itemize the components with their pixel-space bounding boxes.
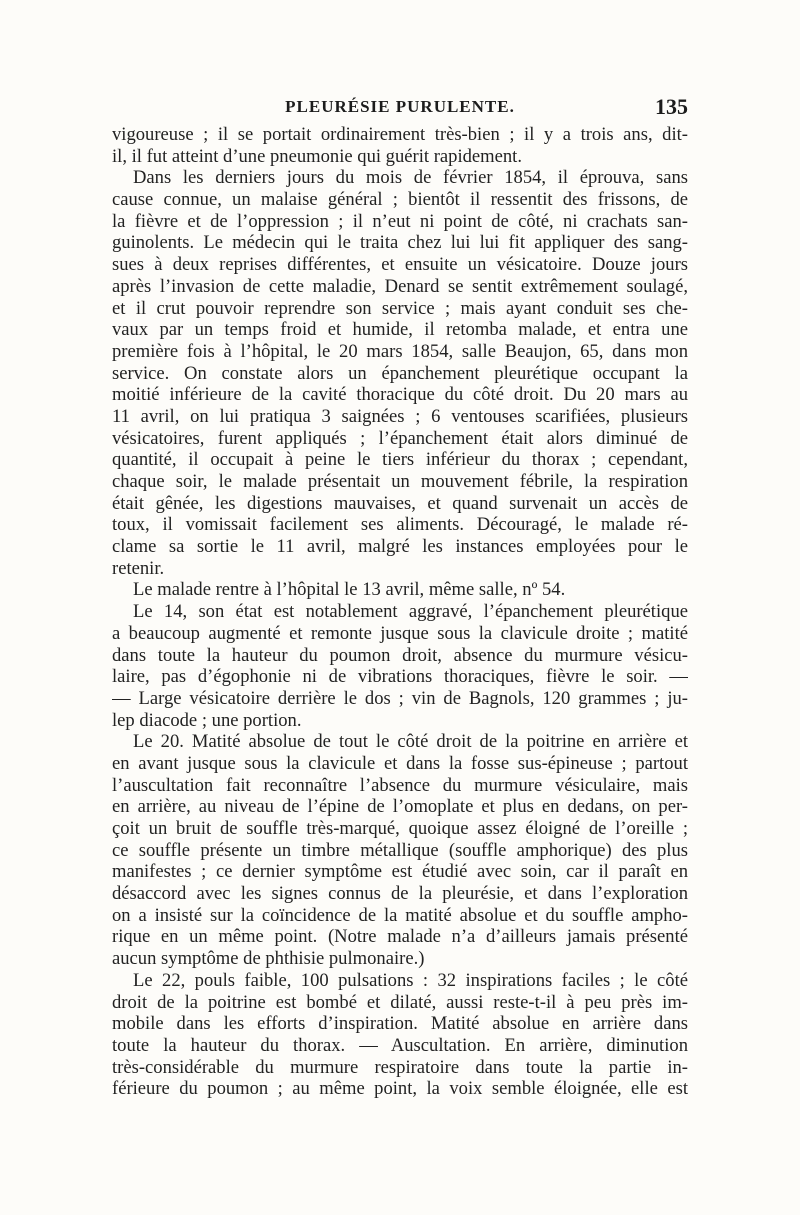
text-line: toute la hauteur du thorax. — Auscultation. En arrière, diminution (112, 1034, 688, 1056)
text-line: — Large vésicatoire derrière le dos ; vin de Bagnols, 120 grammes ; ju- (112, 687, 688, 709)
text-line: Le 14, son état est notablement aggravé, l’épanchement pleurétique (133, 601, 688, 623)
text-line: droit de la poitrine est bombé et dilaté, aussi reste-t-il à peu près im- (112, 991, 688, 1013)
page-header (112, 94, 688, 125)
text-line: l’auscultation fait reconnaître l’absence du murmure vésiculaire, mais (112, 774, 688, 796)
text-line: et il crut pouvoir reprendre son service ; mais ayant conduit ses che- (112, 297, 688, 319)
page-number: 135 (655, 94, 688, 119)
text-line: cause connue, un malaise général ; bientôt il ressentit des frissons, de (112, 189, 688, 211)
text-line: vaux par un temps froid et humide, il retomba malade, et entra une (112, 319, 688, 341)
text-line: en arrière, au niveau de l’épine de l’omoplate et plus en dedans, on per- (112, 796, 688, 818)
text-line: première fois à l’hôpital, le 20 mars 1854, salle Beaujon, 65, dans mon (112, 340, 688, 362)
text-line: très-considérable du murmure respiratoire dans toute la partie in- (112, 1056, 688, 1078)
text-line: toux, il vomissait facilement ses aliments. Découragé, le malade ré- (112, 514, 688, 536)
text-line: a beaucoup augmenté et remonte jusque sous la clavicule droite ; matité (112, 622, 688, 644)
text-line: retenir. (112, 557, 165, 579)
text-line: quantité, il occupait à peine le tiers inférieur du thorax ; cependant, (112, 449, 688, 471)
text-line: çoit un bruit de souffle très-marqué, quoique assez éloigné de l’oreille ; (112, 818, 688, 839)
text-line: mobile dans les efforts d’inspiration. Matité absolue en arrière dans (112, 1013, 688, 1035)
text-line: désaccord avec les signes connus de la pleurésie, et dans l’exploration (112, 883, 688, 905)
text-line: on a insisté sur la coïncidence de la matité absolue et du souffle ampho- (112, 904, 688, 926)
text-line: laire, pas d’égophonie ni de vibrations thoraciques, fièvre le soir. — (112, 666, 688, 688)
text-line: Dans les derniers jours du mois de février 1854, il éprouva, sans (133, 167, 688, 189)
body-text (112, 124, 688, 1100)
text-line: dans toute la hauteur du poumon droit, absence du murmure vésicu- (112, 644, 688, 666)
running-title: PLEURÉSIE PURULENTE. (285, 97, 515, 116)
text-line: guinolents. Le médecin qui le traita chez lui lui fit appliquer des sang- (112, 232, 688, 254)
text-line: ce souffle présente un timbre métallique (souffle amphorique) des plus (112, 839, 688, 861)
text-line: chaque soir, le malade présentait un mouvement fébrile, la respiration (112, 471, 688, 492)
text-line: vigoureuse ; il se portait ordinairement très-bien ; il y a trois ans, dit- (112, 124, 688, 145)
text-line: clame sa sortie le 11 avril, malgré les instances employées pour le (112, 536, 688, 558)
text-line: Le malade rentre à l’hôpital le 13 avril, même salle, nº 54. (133, 579, 566, 601)
text-line: aucun symptôme de phthisie pulmonaire.) (112, 948, 425, 970)
text-line: rique en un même point. (Notre malade n’a d’ailleurs jamais présenté (112, 926, 688, 948)
text-line: sues à deux reprises différentes, et ensuite un vésicatoire. Douze jours (112, 254, 688, 276)
text-line: Le 22, pouls faible, 100 pulsations : 32 inspirations faciles ; le côté (133, 969, 688, 991)
text-line: manifestes ; ce dernier symptôme est étudié avec soin, car il paraît en (112, 861, 688, 883)
text-line: était gênée, les digestions mauvaises, et quand survenait un accès de (112, 492, 688, 514)
text-line: lep diacode ; une portion. (112, 709, 302, 731)
text-line: service. On constate alors un épanchement pleurétique occupant la (112, 362, 688, 384)
text-line: la fièvre et de l’oppression ; il n’eut ni point de côté, ni crachats san- (112, 210, 688, 232)
text-line: 11 avril, on lui pratiqua 3 saignées ; 6 ventouses scarifiées, plusieurs (112, 405, 688, 427)
text-line: en avant jusque sous la clavicule et dans la fosse sus-épineuse ; partout (112, 752, 688, 774)
text-line: après l’invasion de cette maladie, Denard se sentit extrêmement soulagé, (112, 275, 688, 297)
text-line: vésicatoires, furent appliqués ; l’épanchement était alors diminué de (112, 427, 688, 449)
text-line: moitié inférieure de la cavité thoracique du côté droit. Du 20 mars au (112, 384, 688, 406)
text-line: il, il fut atteint d’une pneumonie qui guérit rapidement. (112, 145, 522, 167)
text-line: Le 20. Matité absolue de tout le côté droit de la poitrine en arrière et (133, 731, 688, 753)
text-line: férieure du poumon ; au même point, la voix semble éloignée, elle est (112, 1078, 688, 1100)
